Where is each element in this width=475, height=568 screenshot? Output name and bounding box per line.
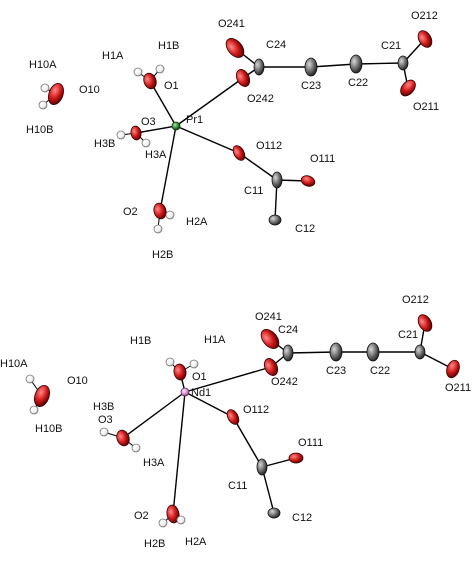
atom-label-o212: O212: [411, 10, 438, 22]
bond-c22-c21: [356, 63, 403, 64]
atom-pr1: [172, 122, 180, 130]
atom-c21: [415, 345, 425, 359]
atom-label-c23: C23: [326, 365, 347, 377]
atom-label-o211: O211: [413, 101, 440, 113]
atom-c23: [305, 58, 317, 76]
atom-label-o10: O10: [67, 375, 88, 387]
atom-o112: [225, 408, 242, 427]
atom-label-o10: O10: [79, 84, 100, 96]
atom-h2b: [154, 225, 162, 233]
atom-label-o2: O2: [123, 206, 138, 218]
atom-h3b: [117, 131, 125, 139]
atom-label-h10a: H10A: [29, 59, 57, 71]
atom-label-c12: C12: [292, 512, 313, 524]
atom-o10: [32, 383, 53, 408]
atom-label-h1b: H1B: [130, 335, 152, 347]
nd-complex-structure: [0, 294, 471, 550]
atom-label-o242: O242: [271, 376, 298, 388]
nd-complex-atoms: [26, 312, 462, 527]
atom-o211: [398, 77, 419, 99]
atom-label-o242: O242: [247, 93, 274, 105]
atom-label-h3a: H3A: [143, 457, 165, 469]
atom-o1: [173, 363, 188, 381]
atom-h10a: [26, 375, 34, 383]
atom-h2b: [159, 519, 167, 527]
pr-complex-atoms: [39, 28, 435, 233]
atom-o211: [444, 358, 461, 379]
atom-h1a: [134, 68, 142, 76]
atom-label-h1a: H1A: [204, 334, 226, 346]
atom-label-h10a: H10A: [0, 358, 28, 370]
atom-h3b: [100, 428, 108, 436]
pr-complex-structure: [26, 10, 439, 261]
atom-label-o212: O212: [402, 294, 429, 306]
atom-label-h2b: H2B: [144, 538, 166, 550]
atom-label-h3a: H3A: [145, 149, 167, 161]
nd-complex-bonds: [30, 323, 453, 523]
pr-complex-bonds: [43, 39, 425, 229]
atom-label-o2: O2: [134, 510, 149, 522]
atom-label-c21: C21: [381, 40, 402, 52]
atom-o111: [289, 453, 303, 463]
atom-c12: [269, 215, 281, 225]
atom-label-h1a: H1A: [102, 50, 124, 62]
atom-label-h1b: H1B: [158, 40, 180, 52]
atom-h10b: [30, 406, 38, 414]
atom-label-o211: O211: [445, 382, 472, 394]
atom-label-o111: O111: [310, 153, 336, 165]
atom-h3a: [142, 139, 150, 147]
atom-label-o112: O112: [256, 140, 283, 152]
atom-label-h10b: H10B: [35, 423, 63, 435]
atom-c24: [283, 345, 293, 361]
atom-label-c12: C12: [295, 223, 316, 235]
atom-label-o3: O3: [141, 116, 156, 128]
atom-c23: [330, 343, 342, 361]
atom-label-c21: C21: [398, 329, 419, 341]
atom-label-h2a: H2A: [186, 216, 208, 228]
atom-label-h3b: H3B: [94, 138, 116, 150]
atom-label-h3b: H3B: [93, 401, 115, 413]
atom-o2: [152, 202, 168, 221]
atom-h10a: [41, 84, 49, 92]
atom-c22: [367, 343, 379, 361]
bond-pr1-o112: [176, 126, 239, 153]
atom-label-h2b: H2B: [152, 249, 174, 261]
atom-label-o1: O1: [192, 371, 207, 383]
atom-label-o3: O3: [98, 414, 113, 426]
atom-label-c23: C23: [301, 80, 322, 92]
atom-h3a: [132, 444, 140, 452]
atom-label-c22: C22: [370, 365, 391, 377]
atom-label-h10b: H10B: [26, 124, 54, 136]
atom-o242: [234, 67, 252, 88]
atom-label-o241: O241: [218, 18, 245, 30]
atom-c24: [254, 59, 264, 75]
bond-c24-c23: [288, 352, 336, 353]
atom-h2a: [177, 516, 185, 524]
atom-h1a: [190, 360, 198, 368]
atom-c11: [257, 459, 267, 475]
atom-label-nd1: Nd1: [191, 387, 212, 399]
atom-o3: [115, 428, 132, 447]
atom-h10b: [39, 101, 47, 109]
atom-c21: [398, 56, 408, 70]
atom-o10: [46, 81, 67, 106]
atom-o241: [223, 35, 248, 61]
bond-nd1-o2: [173, 392, 185, 514]
atom-h2a: [166, 211, 174, 219]
bond-pr1-o2: [160, 126, 176, 211]
atom-label-c11: C11: [244, 185, 264, 197]
atom-label-c11: C11: [228, 480, 248, 492]
atom-label-c24: C24: [278, 324, 299, 336]
atom-h1b: [166, 358, 174, 366]
atom-label-o1: O1: [164, 80, 179, 92]
atom-label-o112: O112: [243, 404, 270, 416]
atom-label-h2a: H2A: [185, 536, 207, 548]
atom-h1b: [156, 65, 164, 73]
atom-nd1: [181, 388, 189, 396]
atom-label-pr1: Pr1: [186, 114, 204, 126]
atom-c22: [350, 55, 362, 73]
bond-nd1-o3: [123, 392, 185, 438]
atom-o212: [415, 312, 434, 334]
atom-label-c22: C22: [348, 77, 369, 89]
atom-o242: [262, 356, 280, 377]
atom-label-c24: C24: [266, 39, 287, 51]
atom-o111: [300, 174, 317, 188]
atom-c12: [268, 508, 280, 518]
atom-c11: [272, 172, 282, 188]
atom-label-o111: O111: [298, 437, 324, 449]
atom-o112: [231, 144, 248, 163]
bond-o112-c11: [233, 417, 262, 467]
atom-label-o241: O241: [255, 311, 282, 323]
bond-c23-c22: [311, 64, 356, 67]
